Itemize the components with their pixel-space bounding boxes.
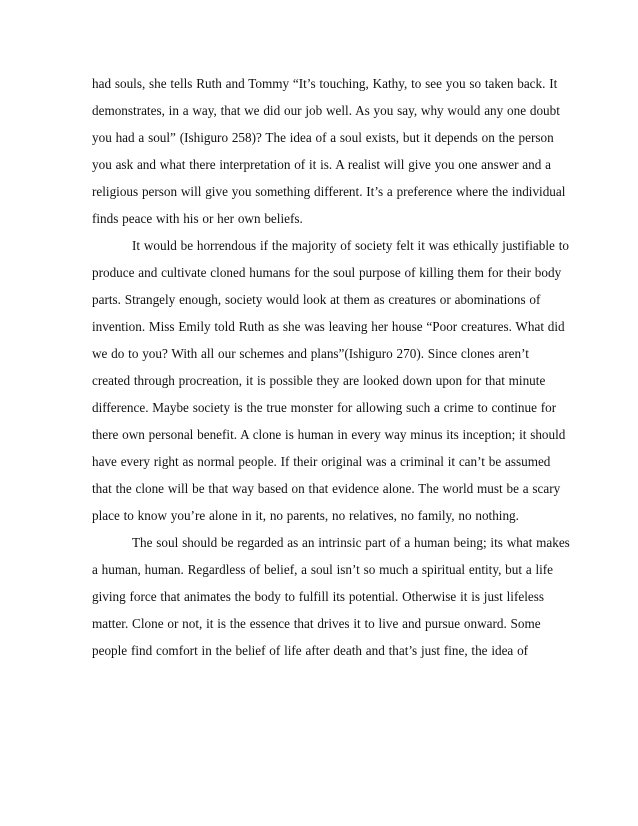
text-line: giving force that animates the body to fulfill its potential. Otherwise it is just lifeless	[92, 589, 544, 604]
text-line: parts. Strangely enough, society would look at them as creatures or abominations of	[92, 292, 541, 307]
text-line: matter. Clone or not, it is the essence that drives it to live and pursue onward. Some	[92, 616, 541, 631]
text-line: a human, human. Regardless of belief, a soul isn’t so much a spiritual entity, but a life	[92, 562, 554, 577]
text-line: produce and cultivate cloned humans for the soul purpose of killing them for their body	[92, 265, 562, 280]
paragraph-start-line: It would be horrendous if the majority of society felt it was ethically justifiable to	[132, 238, 569, 253]
text-line: people find comfort in the belief of life after death and that’s just fine, the idea of	[92, 643, 529, 658]
text-line: religious person will give you something different. It’s a preference where the individual	[92, 184, 566, 199]
text-line: you had a soul” (Ishiguro 258)? The idea of a soul exists, but it depends on the person	[92, 130, 554, 145]
text-line: have every right as normal people. If their original was a criminal it can’t be assumed	[92, 454, 551, 469]
text-line: had souls, she tells Ruth and Tommy “It’s touching, Kathy, to see you so taken back. It	[92, 76, 558, 91]
text-line: you ask and what there interpretation of it is. A realist will give you one answer and a	[92, 157, 551, 172]
paragraph-start-line: The soul should be regarded as an intrinsic part of a human being; its what makes	[132, 535, 570, 550]
text-line: finds peace with his or her own beliefs.	[92, 211, 303, 226]
text-line: we do to you? With all our schemes and plans”(Ishiguro 270). Since clones aren’t	[92, 346, 529, 361]
text-line: there own personal benefit. A clone is human in every way minus its inception; it should	[92, 427, 566, 442]
text-line: difference. Maybe society is the true monster for allowing such a crime to continue for	[92, 400, 557, 415]
text-line: created through procreation, it is possible they are looked down upon for that minute	[92, 373, 546, 388]
text-line: place to know you’re alone in it, no parents, no relatives, no family, no nothing.	[92, 508, 519, 523]
text-line: that the clone will be that way based on that evidence alone. The world must be a scary	[92, 481, 561, 496]
body-text	[92, 70, 570, 664]
text-line: invention. Miss Emily told Ruth as she was leaving her house “Poor creatures. What did	[92, 319, 565, 334]
text-line: demonstrates, in a way, that we did our job well. As you say, why would any one doubt	[92, 103, 560, 118]
